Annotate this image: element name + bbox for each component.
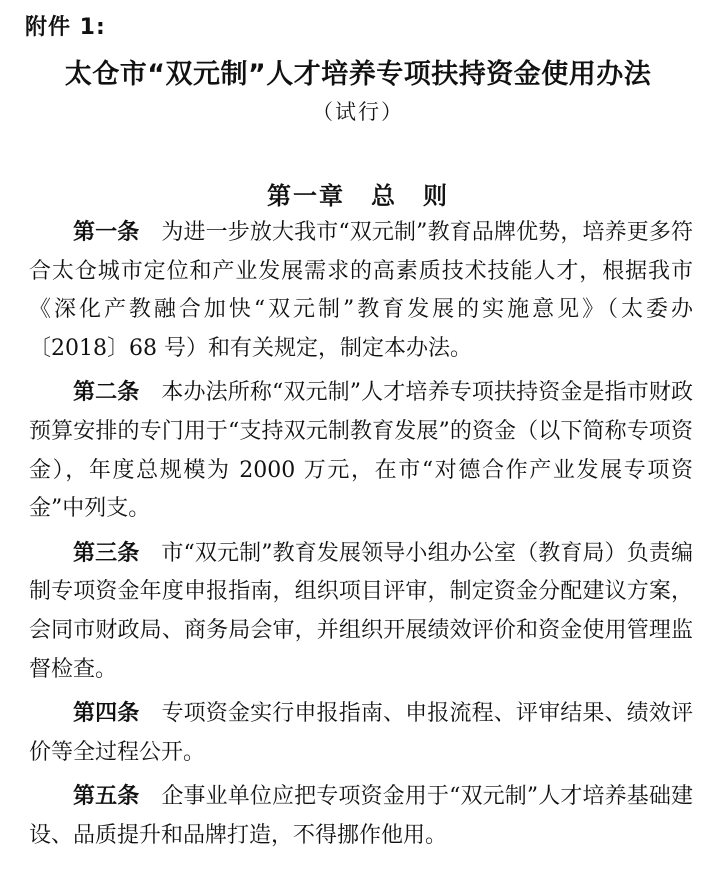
article-text: 为进一步放大我市“双元制”教育品牌优势，培养更多符合太仓城市定位和产业发展需求的高素质技术技能人才，根据我市《深化产教融合加快“双元制”教育发展的实施意见》（太委办〔2018〕68 号）和有关规定，制定本办法。 <box>29 220 693 361</box>
article-text: 专项资金实行申报指南、申报流程、评审结果、绩效评价等全过程公开。 <box>29 701 693 765</box>
article-number: 第五条 <box>73 784 140 810</box>
chapter-heading: 第一章 总 则 <box>267 182 449 210</box>
attachment-label: 附件 1: <box>25 15 106 40</box>
article-number: 第二条 <box>73 380 140 406</box>
article-number: 第三条 <box>73 540 140 566</box>
article-3 <box>29 535 693 689</box>
article-1 <box>29 214 693 368</box>
article-2 <box>29 374 693 528</box>
article-number: 第四条 <box>73 701 140 727</box>
document-title: 太仓市“双元制”人才培养专项扶持资金使用办法 <box>64 59 652 90</box>
article-text: 市“双元制”教育发展领导小组办公室（教育局）负责编制专项资金年度申报指南，组织项目评审，制定资金分配建议方案，会同市财政局、商务局会审，并组织开展绩效评价和资金使用管理监督检查。 <box>29 540 693 682</box>
article-5 <box>29 778 693 855</box>
document-body <box>29 214 693 862</box>
article-text: 企事业单位应把专项资金用于“双元制”人才培养基础建设、品质提升和品牌打造，不得挪作他用。 <box>29 784 693 848</box>
article-4 <box>29 695 693 772</box>
document-subtitle: （试行） <box>312 100 404 124</box>
article-text: 本办法所称“双元制”人才培养专项扶持资金是指市财政预算安排的专门用于“支持双元制教育发展”的资金（以下简称专项资金），年度总规模为 2000 万元，在市“对德合作产业发展专项资金”中列支。 <box>29 380 693 522</box>
article-number: 第一条 <box>73 220 140 245</box>
